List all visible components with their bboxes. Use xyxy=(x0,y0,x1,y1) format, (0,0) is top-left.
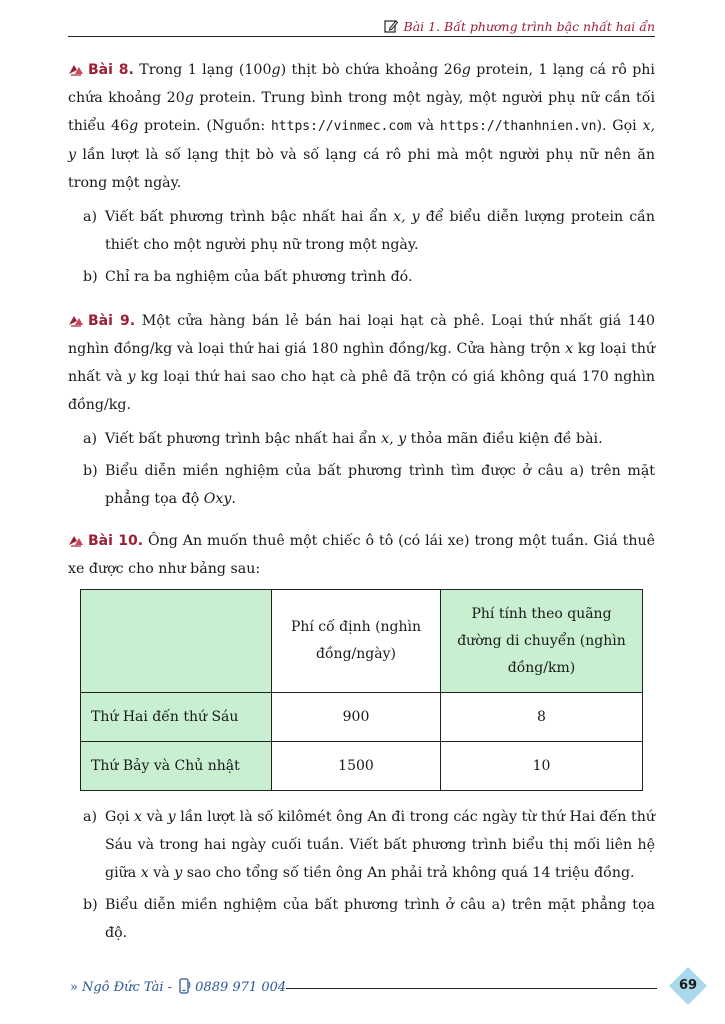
table-row xyxy=(81,693,643,742)
page-number-badge xyxy=(668,966,708,1006)
exercise-icon xyxy=(68,62,84,76)
exercise-8-part-b xyxy=(68,263,655,291)
table-row xyxy=(81,742,643,791)
exercise-icon xyxy=(68,533,84,547)
table-cell: 10 xyxy=(441,742,643,791)
text: protein. (Nguồn: xyxy=(138,118,271,134)
text: protein. Trung bình trong một ngày, một người phụ nữ cần tối thiểu 46 xyxy=(68,90,655,134)
chapter-title: Bài 1. Bất phương trình bậc nhất hai ẩn xyxy=(403,19,655,34)
page-number: 69 xyxy=(678,978,698,993)
rental-price-table xyxy=(80,589,643,791)
math-var: g xyxy=(129,118,139,134)
exercise-10-part-b xyxy=(68,891,655,947)
running-header xyxy=(68,18,655,37)
text: kg loại thứ nhất và xyxy=(68,341,656,385)
table-cell: 1500 xyxy=(272,742,441,791)
text: ) thịt bò chứa khoảng 26 xyxy=(280,62,462,78)
exercise-8-parts xyxy=(68,203,655,291)
exercise-9-parts xyxy=(68,425,655,513)
exercise-8-statement xyxy=(68,56,655,197)
source-link-vinmec[interactable]: https://vinmec.com xyxy=(270,119,412,134)
text: Chỉ ra ba nghiệm của bất phương trình đó. xyxy=(105,269,413,285)
text: . xyxy=(231,491,236,507)
text: Trong 1 lạng (100 xyxy=(133,62,272,78)
math-var: y xyxy=(174,865,183,881)
math-var: g xyxy=(271,62,281,78)
table-corner-cell xyxy=(81,590,272,693)
math-var: g xyxy=(461,62,471,78)
double-chevron-icon: » xyxy=(70,980,78,995)
phone-number: 0889 971 004 xyxy=(195,980,287,995)
source-link-thanhnien[interactable]: https://thanhnien.vn xyxy=(439,119,597,134)
math-var: g xyxy=(184,90,194,106)
table-header-row xyxy=(81,590,643,693)
exercise-9-statement xyxy=(68,307,655,419)
exercise-8-part-a xyxy=(68,203,655,259)
part-label: b) xyxy=(83,269,98,285)
exercise-icon xyxy=(68,313,84,327)
text: Một cửa hàng bán lẻ bán hai loại hạt cà phê. Loại thứ nhất giá 140 nghìn đồng/kg và loại thứ hai giá 180 nghìn đồng/kg. Cửa hàng trộn xyxy=(68,313,655,357)
text: lần lượt là số kilômét ông An đi trong các ngày từ thứ Hai đến thứ Sáu và trong hai ngày cuối tuần. Viết bất phương trình biểu thị mối liên hệ giữa xyxy=(105,809,655,881)
footer-author xyxy=(70,978,286,995)
text: ). Gọi xyxy=(596,118,643,134)
exercise-9-part-a xyxy=(68,425,655,453)
phone-icon xyxy=(176,978,192,994)
table-cell: 900 xyxy=(272,693,441,742)
text: và xyxy=(142,809,168,825)
separator: - xyxy=(163,980,177,995)
math-var: x, y xyxy=(381,431,407,447)
exercise-10-parts xyxy=(68,803,655,947)
text: Ông An muốn thuê một chiếc ô tô (có lái xe) trong một tuần. Giá thuê xe được cho như bảng sau: xyxy=(68,533,655,577)
exercise-9-part-b xyxy=(68,457,655,513)
table-row-label: Thứ Hai đến thứ Sáu xyxy=(81,693,272,742)
table-row-label: Thứ Bảy và Chủ nhật xyxy=(81,742,272,791)
text: protein, 1 lạng cá rô phi chứa khoảng 20 xyxy=(68,62,655,106)
table-cell: 8 xyxy=(441,693,643,742)
text: lần lượt là số lạng thịt bò và số lạng cá rô phi mà một người phụ nữ nên ăn trong một ngày. xyxy=(68,147,655,191)
edit-note-icon xyxy=(384,19,398,33)
text: Gọi xyxy=(105,809,134,825)
text: kg loại thứ hai sao cho hạt cà phê đã trộn có giá không quá 170 nghìn đồng/kg. xyxy=(68,369,655,413)
exercise-10 xyxy=(68,527,655,947)
text: Viết bất phương trình bậc nhất hai ẩn xyxy=(105,431,382,447)
exercise-10-title: Bài 10. xyxy=(88,533,144,549)
math-var: x xyxy=(134,809,143,825)
math-var: x xyxy=(140,865,149,881)
math-var: y xyxy=(127,369,136,385)
math-var: x, y xyxy=(68,118,656,163)
text: Viết bất phương trình bậc nhất hai ẩn xyxy=(105,209,394,225)
text: để biểu diễn lượng protein cần thiết cho một người phụ nữ trong một ngày. xyxy=(105,209,655,253)
exercise-8 xyxy=(68,56,655,291)
footer-rule xyxy=(286,988,657,989)
text: và xyxy=(148,865,175,881)
page-content xyxy=(68,56,655,951)
exercise-10-statement xyxy=(68,527,655,583)
text: Biểu diễn miền nghiệm của bất phương trình tìm được ở câu a) trên mặt phẳng tọa độ xyxy=(105,463,655,507)
table-header-fixed-fee: Phí cố định (nghìn đồng/ngày) xyxy=(272,590,441,693)
exercise-8-title: Bài 8. xyxy=(88,62,134,78)
author-name: Ngô Đức Tài xyxy=(81,980,164,995)
part-label: a) xyxy=(83,431,97,447)
text: thỏa mãn điều kiện đề bài. xyxy=(406,431,603,447)
math-var: x, y xyxy=(393,209,420,225)
table-header-distance-fee: Phí tính theo quãng đường di chuyển (nghìn đồng/km) xyxy=(441,590,643,693)
text: sao cho tổng số tiền ông An phải trả không quá 14 triệu đồng. xyxy=(182,865,635,881)
exercise-9 xyxy=(68,307,655,513)
text: Biểu diễn miền nghiệm của bất phương trình ở câu a) trên mặt phẳng tọa độ. xyxy=(105,897,655,941)
exercise-10-part-a xyxy=(68,803,655,887)
exercise-9-title: Bài 9. xyxy=(88,313,136,329)
part-label: b) xyxy=(83,897,98,913)
text: và xyxy=(411,118,440,134)
math-var: x xyxy=(565,341,574,357)
part-label: b) xyxy=(83,463,98,479)
part-label: a) xyxy=(83,209,97,225)
part-label: a) xyxy=(83,809,97,825)
math-var: y xyxy=(167,809,176,825)
math-var: Oxy xyxy=(203,491,232,507)
